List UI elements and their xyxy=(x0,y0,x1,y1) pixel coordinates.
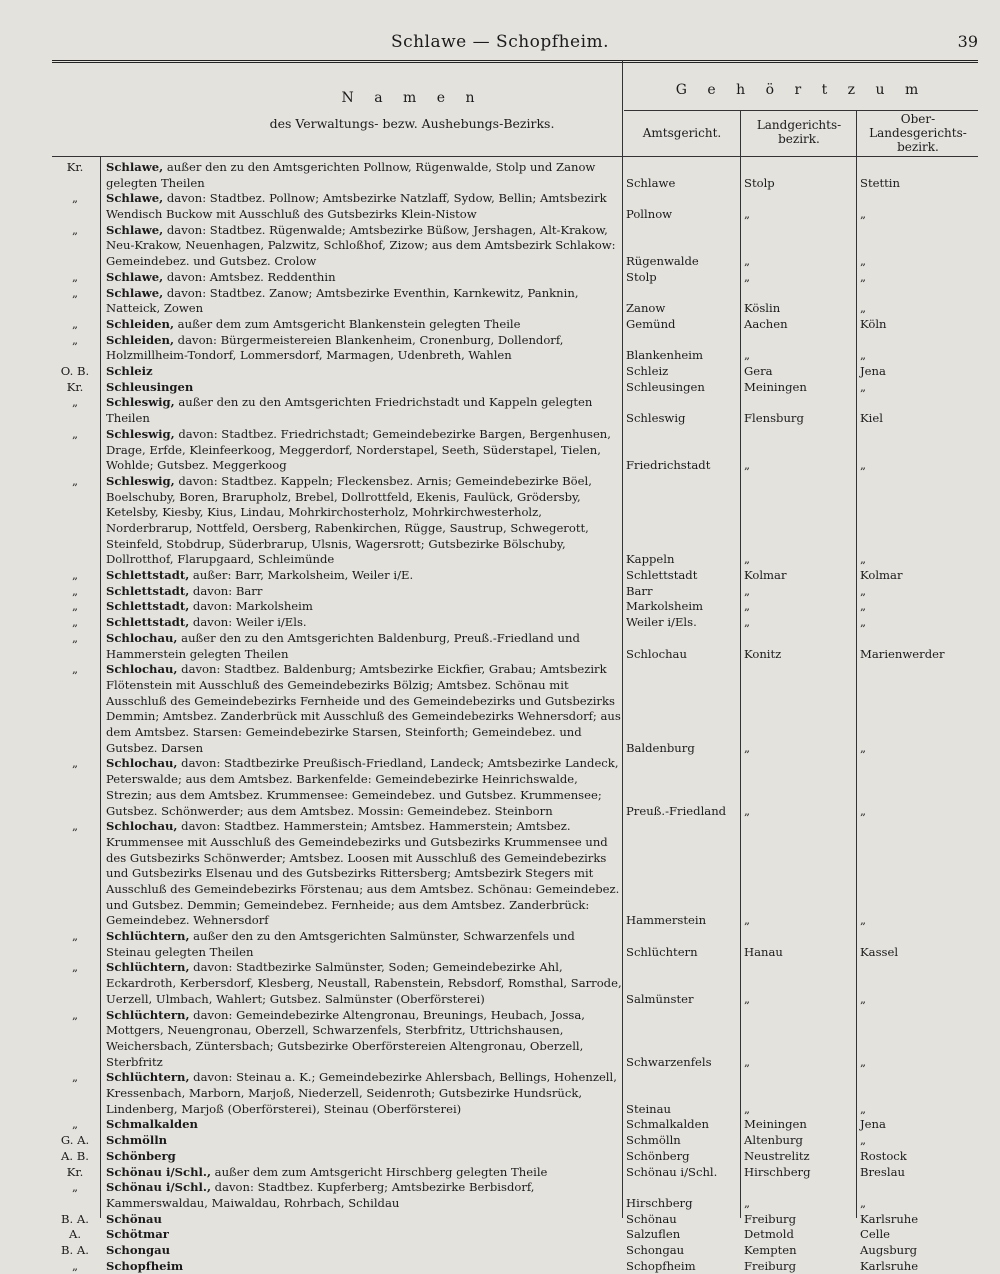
olg-cell: „ xyxy=(860,803,867,818)
district-name xyxy=(106,364,622,380)
district-name xyxy=(106,1243,622,1259)
district-name-detail: davon: Gemeindebezirke Altengronau, Breunings, Heubach, Jossa, Mottgers, Neuengronau, Oberzell, Schwarzenfels, Sterbfritz, Uttrichshausen, Weichersbach, Züntersbach; Gutsbezirke Oberförstereien Altengronau, Oberzell, Sterbfritz xyxy=(106,1007,585,1069)
olg-cell: „ xyxy=(860,599,867,614)
district-type: B. A. xyxy=(61,1242,89,1257)
district-name-main: Schlochau, xyxy=(106,819,178,834)
district-name-detail: davon: Steinau a. K.; Gemeindebezirke Ahlersbach, Bellings, Hohenzell, Kressenbach, Marborn, Marjoß, Niederzell, Seidenroth; Gutsbezirke Hundsrück, Lindenberg, Marjoß (Oberförsterei), Steinau (Oberförsterei) xyxy=(106,1070,617,1116)
district-type: Kr. xyxy=(66,160,84,174)
table-row xyxy=(52,395,978,426)
district-name-detail: davon: Amtsbez. Reddenthin xyxy=(163,269,336,284)
district-name-main: Schlüchtern, xyxy=(106,929,190,944)
page-number: 39 xyxy=(957,32,978,51)
district-name-main: Schlettstadt, xyxy=(106,599,190,614)
landgericht-cell: Flensburg xyxy=(744,411,804,426)
district-type: „ xyxy=(71,1258,78,1273)
table-row xyxy=(52,568,978,584)
landgericht-cell: Köslin xyxy=(744,301,781,316)
district-name-detail: außer den zu den Amtsgerichten Baldenburg, Preuß.-Friedland und Hammerstein gelegten Theilen xyxy=(106,630,580,661)
amtsgericht-cell: Schwarzenfels xyxy=(626,1054,712,1069)
olg-cell: „ xyxy=(860,1195,867,1210)
district-name-detail: davon: Stadtbez. Kupferberg; Amtsbezirke Berbisdorf, Kammerswaldau, Maiwaldau, Rohrbach, Schildau xyxy=(106,1180,535,1210)
district-name-main: Schleiz xyxy=(106,364,153,379)
district-name-main: Schötmar xyxy=(106,1227,169,1242)
table-row xyxy=(52,584,978,600)
table-row xyxy=(52,223,978,270)
amtsgericht-cell: Barr xyxy=(626,583,653,598)
district-name-detail: davon: Stadtbez. Friedrichstadt; Gemeindebezirke Bargen, Bergenhusen, Drage, Erfde, Kleinfeerkoog, Meggerdorf, Norderstapel, Seeth, Süderstapel, Tielen, Wohlde; Gutsbez. Meggerkoog xyxy=(106,426,611,473)
olg-cell: „ xyxy=(860,379,867,394)
landgericht-cell: Neustrelitz xyxy=(744,1148,810,1163)
district-type: „ xyxy=(71,285,78,300)
district-type: „ xyxy=(71,568,78,583)
district-name-main: Schlawe, xyxy=(106,285,164,300)
table-row xyxy=(52,1117,978,1133)
table-row xyxy=(52,1180,978,1211)
district-name xyxy=(106,584,622,600)
amtsgericht-cell: Schopfheim xyxy=(626,1258,696,1273)
district-name xyxy=(106,960,622,1007)
table-row xyxy=(52,1008,978,1071)
table-row xyxy=(52,1243,978,1259)
district-name xyxy=(106,1227,622,1243)
table-row xyxy=(52,929,978,960)
district-name-main: Schlettstadt, xyxy=(106,583,190,598)
table-row xyxy=(52,270,978,286)
district-name-detail: davon: Bürgermeistereien Blankenheim, Cronenburg, Dollendorf, Holzmillheim-Tondorf, Lommersdorf, Marmagen, Udenbreth, Wahlen xyxy=(106,332,564,363)
amtsgericht-cell: Schlochau xyxy=(626,646,687,661)
amtsgericht-cell: Salmünster xyxy=(626,991,694,1006)
landgericht-cell: „ xyxy=(744,599,751,614)
table-row xyxy=(52,662,978,756)
district-name-detail: davon: Barr xyxy=(189,583,263,598)
district-name-main: Schlawe, xyxy=(106,160,164,174)
district-type: „ xyxy=(71,269,78,284)
district-name-main: Schlüchtern, xyxy=(106,1007,190,1022)
district-name xyxy=(106,1133,622,1149)
district-type: „ xyxy=(71,473,78,488)
district-name-detail: davon: Stadtbez. Baldenburg; Amtsbezirke Eickfier, Grabau; Amtsbezirk Flötenstein mit Ausschluß des Gemeindebezirks Bölzig; Amtsbez. Schönau mit Ausschluß des Gemeindebezirks Fernheide und des Gemeindebezirks und Gutsbezirks Demmin; Amtsbez. Zanderbrück mit Ausschluß des Gemeindebezirks Wehnersdorf; aus dem Amtsbez. Starsen: Gemeindebezirke Starsen, Steinforth; Gemeindebez. und Gutsbez. Darsen xyxy=(106,662,621,755)
olg-cell: Kassel xyxy=(860,944,899,959)
olg-cell: „ xyxy=(860,583,867,598)
running-title: Schlawe — Schopfheim. xyxy=(390,32,610,52)
district-name-main: Schlüchtern, xyxy=(106,960,190,975)
amtsgericht-cell: Rügenwalde xyxy=(626,254,699,269)
olg-cell: „ xyxy=(860,1101,867,1116)
district-name-main: Schmölln xyxy=(106,1133,168,1148)
district-name xyxy=(106,333,622,364)
amtsgericht-cell: Preuß.-Friedland xyxy=(626,803,727,818)
district-name-main: Schlettstadt, xyxy=(106,615,190,630)
landgericht-cell: „ xyxy=(744,458,751,473)
landgericht-cell: Altenburg xyxy=(744,1133,803,1148)
amtsgericht-cell: Schönau xyxy=(626,1211,677,1226)
district-name-main: Schopfheim xyxy=(106,1258,184,1273)
district-type: „ xyxy=(71,1180,78,1195)
district-name-main: Schönau i/Schl., xyxy=(106,1180,211,1195)
district-name xyxy=(106,631,622,662)
district-name-main: Schleiden, xyxy=(106,332,174,347)
table-row xyxy=(52,427,978,474)
district-name xyxy=(106,568,622,584)
landgericht-cell: „ xyxy=(744,552,751,567)
table-row xyxy=(52,1165,978,1181)
district-type: O. B. xyxy=(60,364,90,379)
district-name-main: Schlawe, xyxy=(106,191,164,206)
district-type: „ xyxy=(71,599,78,614)
landgericht-heading: Landgerichts-bezirk. xyxy=(756,118,842,146)
amtsgericht-cell: Gemünd xyxy=(626,316,676,331)
amtsgericht-cell: Stolp xyxy=(626,269,657,284)
table-row xyxy=(52,615,978,631)
district-name-main: Schmalkalden xyxy=(106,1117,198,1132)
olg-cell: Kiel xyxy=(860,411,883,426)
landgericht-cell: „ xyxy=(744,254,751,269)
amtsgericht-cell: Hammerstein xyxy=(626,913,707,928)
landgericht-cell: „ xyxy=(744,1054,751,1069)
district-name-main: Schleswig, xyxy=(106,473,175,488)
amtsgericht-cell: Steinau xyxy=(626,1101,672,1116)
district-name xyxy=(106,1117,622,1133)
table-row xyxy=(52,474,978,568)
header-rule xyxy=(52,156,978,157)
district-name xyxy=(106,662,622,756)
amtsgericht-cell: Schleusingen xyxy=(626,379,705,394)
district-name xyxy=(106,270,622,286)
page-header xyxy=(0,30,1000,58)
amtsgericht-cell: Schleswig xyxy=(626,411,686,426)
district-type: „ xyxy=(71,191,78,206)
landgericht-cell: Meiningen xyxy=(744,1117,807,1132)
olg-cell: „ xyxy=(860,615,867,630)
belongs-to-heading: G e h ö r t z u m xyxy=(675,82,927,98)
district-type: „ xyxy=(71,630,78,645)
district-name-main: Schlochau, xyxy=(106,630,178,645)
amtsgericht-cell: Schmalkalden xyxy=(626,1117,709,1132)
table-row xyxy=(52,333,978,364)
table-row xyxy=(52,756,978,819)
landgericht-cell: „ xyxy=(744,207,751,222)
table-row xyxy=(52,286,978,317)
district-name-main: Schönau i/Schl., xyxy=(106,1164,211,1179)
amtsgericht-cell: Schönberg xyxy=(626,1148,690,1163)
table-row xyxy=(52,819,978,929)
top-rule xyxy=(52,60,978,63)
landgericht-cell: Freiburg xyxy=(744,1211,797,1226)
district-type: „ xyxy=(71,332,78,347)
district-type: „ xyxy=(71,1117,78,1132)
olg-cell: „ xyxy=(860,458,867,473)
table-row xyxy=(52,1227,978,1243)
amtsgericht-cell: Schlettstadt xyxy=(626,568,698,583)
landgericht-cell: Freiburg xyxy=(744,1258,797,1273)
district-name xyxy=(106,191,622,222)
olg-cell: Stettin xyxy=(860,175,900,190)
amtsgericht-cell: Schönau i/Schl. xyxy=(626,1164,718,1179)
olg-cell: Breslau xyxy=(860,1164,905,1179)
olg-cell: Augsburg xyxy=(860,1242,918,1257)
district-name-detail: außer: Barr, Markolsheim, Weiler i/E. xyxy=(189,568,414,583)
amtsgericht-cell: Zanow xyxy=(626,301,666,316)
district-name-detail: davon: Stadtbez. Pollnow; Amtsbezirke Natzlaff, Sydow, Bellin; Amtsbezirk Wendisch Buckow mit Ausschluß des Gutsbezirks Klein-Nistow xyxy=(106,191,607,222)
district-name-detail: außer den zu den Amtsgerichten Friedrichstadt und Kappeln gelegten Theilen xyxy=(106,395,593,426)
landgericht-cell: „ xyxy=(744,269,751,284)
amtsgericht-cell: Schleiz xyxy=(626,364,669,379)
district-name xyxy=(106,1070,622,1117)
olg-cell: „ xyxy=(860,348,867,363)
district-name-detail: davon: Weiler i/Els. xyxy=(189,615,307,630)
district-name-detail: davon: Stadtbez. Kappeln; Fleckensbez. Arnis; Gemeindebezirke Böel, Boelschuby, Boren, Brarupholz, Brebel, Dollrottfeld, Ekenis, Faulück, Grödersby, Ketelsby, Kiesby, Kius, Lindau, Mohrkirchosterholz, Mohrkirchwesterholz, Norderbrarup, Nottfeld, Oersberg, Rabenkirchen, Rügge, Saustrup, Schwegerott, Steinfeld, Stobdrup, Süderbrarup, Ulsnis, Wagersrott; Gutsbezirke Bölschuby, Dollrotthof, Flarupgaard, Schleimünde xyxy=(106,473,592,567)
olg-cell: Rostock xyxy=(860,1148,907,1163)
table-row xyxy=(52,631,978,662)
district-type: „ xyxy=(71,316,78,331)
district-name-detail: außer dem zum Amtsgericht Blankenstein gelegten Theile xyxy=(174,316,521,331)
district-type: Kr. xyxy=(66,379,84,394)
landgericht-cell: „ xyxy=(744,1101,751,1116)
amtsgericht-cell: Friedrichstadt xyxy=(626,458,711,473)
landgericht-cell: Hanau xyxy=(744,944,783,959)
olg-cell: Jena xyxy=(860,1117,886,1132)
landgericht-cell: Kempten xyxy=(744,1242,797,1257)
olg-cell: Karlsruhe xyxy=(860,1211,919,1226)
district-name-detail: davon: Markolsheim xyxy=(189,599,313,614)
landgericht-cell: „ xyxy=(744,583,751,598)
landgericht-cell: Detmold xyxy=(744,1227,794,1242)
district-name-main: Schlochau, xyxy=(106,756,178,771)
olg-cell: Karlsruhe xyxy=(860,1258,919,1273)
olg-cell: Jena xyxy=(860,364,886,379)
olg-cell: „ xyxy=(860,913,867,928)
table-row xyxy=(52,160,978,191)
table-row xyxy=(52,364,978,380)
landgericht-cell: Aachen xyxy=(744,316,788,331)
amtsgericht-heading: Amtsgericht. xyxy=(642,126,722,140)
district-name xyxy=(106,160,622,191)
amtsgericht-cell: Kappeln xyxy=(626,552,675,567)
table-row xyxy=(52,380,978,396)
district-name-main: Schleswig, xyxy=(106,426,175,441)
olg-cell: Celle xyxy=(860,1227,891,1242)
district-type: „ xyxy=(71,1007,78,1022)
district-name xyxy=(106,474,622,568)
olg-cell: Köln xyxy=(860,316,887,331)
district-name-main: Schlawe, xyxy=(106,269,164,284)
district-name-detail: außer den zu den Amtsgerichten Pollnow, Rügenwalde, Stolp und Zanow gelegten Theilen xyxy=(106,160,596,190)
table-row xyxy=(52,1149,978,1165)
district-name xyxy=(106,1212,622,1228)
district-type: „ xyxy=(71,583,78,598)
table-row xyxy=(52,1070,978,1117)
district-type: „ xyxy=(71,426,78,441)
olg-cell: Kolmar xyxy=(860,568,903,583)
district-name xyxy=(106,286,622,317)
district-name-detail: davon: Stadtbez. Zanow; Amtsbezirke Eventhin, Karnkewitz, Panknin, Natteick, Zowen xyxy=(106,285,579,316)
district-name-detail: davon: Stadtbezirke Preußisch-Friedland, Landeck; Amtsbezirke Landeck, Peterswalde; aus dem Amtsbez. Barkenfelde: Gemeindebezirke Heinrichswalde, Strezin; aus dem Amtsbez. Krummensee: Gemeindebez. und Gutsbez. Krummensee; Gutsbez. Schönwerder; aus dem Amtsbez. Mossin: Gemeindebez. Steinborn xyxy=(106,756,619,818)
olg-cell: Marienwerder xyxy=(860,646,945,661)
amtsgericht-cell: Blankenheim xyxy=(626,348,703,363)
district-name-main: Schlochau, xyxy=(106,662,178,677)
district-name xyxy=(106,929,622,960)
district-name-main: Schlawe, xyxy=(106,222,164,237)
district-type: G. A. xyxy=(60,1133,90,1148)
landgericht-cell: „ xyxy=(744,913,751,928)
names-column-title: N a m e n xyxy=(341,90,483,106)
amtsgericht-cell: Schlawe xyxy=(626,175,676,190)
district-name-detail: außer dem zum Amtsgericht Hirschberg gelegten Theile xyxy=(210,1164,548,1179)
names-column-subtitle: des Verwaltungs- bezw. Aushebungs-Bezirks. xyxy=(269,116,555,131)
landgericht-cell: Meiningen xyxy=(744,379,807,394)
district-name-detail: davon: Stadtbezirke Salmünster, Soden; Gemeindebezirke Ahl, Eckardroth, Kerbersdorf, Klesberg, Neustall, Rabenstein, Rebsdorf, Romsthal, Sarrode, Uerzell, Ulmbach, Wahlert; Gutsbez. Salmünster (Oberförsterei) xyxy=(106,960,622,1006)
district-name xyxy=(106,427,622,474)
amtsgericht-cell: Schongau xyxy=(626,1242,685,1257)
amtsgericht-cell: Markolsheim xyxy=(626,599,704,614)
district-type: Kr. xyxy=(66,1164,84,1179)
landgericht-cell: „ xyxy=(744,740,751,755)
district-name xyxy=(106,819,622,929)
olg-cell: „ xyxy=(860,1054,867,1069)
landgericht-cell: „ xyxy=(744,991,751,1006)
amtsgericht-cell: Baldenburg xyxy=(626,740,695,755)
district-type: „ xyxy=(71,662,78,677)
district-type: „ xyxy=(71,1070,78,1085)
table-row xyxy=(52,1212,978,1228)
landgericht-cell: Gera xyxy=(744,364,773,379)
district-name xyxy=(106,380,622,396)
landgericht-cell: Hirschberg xyxy=(744,1164,811,1179)
district-name-main: Schönau xyxy=(106,1211,162,1226)
landgericht-cell: „ xyxy=(744,348,751,363)
district-name xyxy=(106,317,622,333)
district-name-detail: außer den zu den Amtsgerichten Salmünster, Schwarzenfels und Steinau gelegten Theilen xyxy=(106,929,575,959)
district-type: B. A. xyxy=(61,1211,89,1226)
olg-heading: Ober-Landesgerichts-bezirk. xyxy=(869,112,967,154)
table-row xyxy=(52,960,978,1007)
table-row xyxy=(52,317,978,333)
landgericht-cell: „ xyxy=(744,615,751,630)
table-row xyxy=(52,191,978,222)
district-type: A. xyxy=(68,1227,82,1242)
register-rows xyxy=(52,160,978,1274)
district-name-detail: davon: Stadtbez. Hammerstein; Amtsbez. Hammerstein; Amtsbez. Krummensee mit Ausschluß des Gemeindebezirks und Gutsbezirks Krummensee und des Gutsbezirks Schönwerder; Amtsbez. Loosen mit Ausschluß des Gemeindebezirks und Gutsbezirks Elsenau und des Gutsbezirks Rittersberg; Amtsbezirk Stegers mit Ausschluß des Gemeindebezirks Förstenau; aus dem Amtsbez. Schönau: Gemeindebez. und Gutsbez. Demmin; Gemeindebez. Fernheide; aus dem Amtsbez. Zanderbrück: Gemeindebez. Wehnersdorf xyxy=(106,819,620,928)
district-name xyxy=(106,599,622,615)
district-name-main: Schleswig, xyxy=(106,395,175,410)
amtsgericht-cell: Weiler i/Els. xyxy=(626,615,697,630)
district-name xyxy=(106,1180,622,1211)
amtsgericht-cell: Schlüchtern xyxy=(626,944,698,959)
district-name xyxy=(106,1165,622,1181)
amtsgericht-cell: Schmölln xyxy=(626,1133,681,1148)
table-row xyxy=(52,1133,978,1149)
district-name xyxy=(106,615,622,631)
district-name xyxy=(106,1008,622,1071)
amtsgericht-cell: Salzuflen xyxy=(626,1227,681,1242)
district-name xyxy=(106,756,622,819)
district-type: „ xyxy=(71,615,78,630)
landgericht-cell: „ xyxy=(744,1195,751,1210)
district-name-main: Schongau xyxy=(106,1242,171,1257)
group-rule xyxy=(624,110,978,111)
olg-cell: „ xyxy=(860,269,867,284)
district-type: „ xyxy=(71,819,78,834)
olg-cell: „ xyxy=(860,552,867,567)
district-name xyxy=(106,223,622,270)
district-type: „ xyxy=(71,756,78,771)
district-name-main: Schönberg xyxy=(106,1148,176,1163)
landgericht-cell: „ xyxy=(744,803,751,818)
olg-cell: „ xyxy=(860,1133,867,1148)
table-row xyxy=(52,599,978,615)
district-type: A. B. xyxy=(61,1148,89,1163)
olg-cell: „ xyxy=(860,740,867,755)
olg-cell: „ xyxy=(860,207,867,222)
landgericht-cell: Kolmar xyxy=(744,568,787,583)
olg-cell: „ xyxy=(860,301,867,316)
landgericht-cell: Stolp xyxy=(744,175,775,190)
district-name xyxy=(106,1149,622,1165)
district-name-main: Schlüchtern, xyxy=(106,1070,190,1085)
amtsgericht-cell: Hirschberg xyxy=(626,1195,693,1210)
district-type: „ xyxy=(71,395,78,410)
district-type: „ xyxy=(71,960,78,975)
district-type: „ xyxy=(71,222,78,237)
olg-cell: „ xyxy=(860,254,867,269)
landgericht-cell: Konitz xyxy=(744,646,782,661)
district-name-main: Schleusingen xyxy=(106,379,194,394)
district-name xyxy=(106,395,622,426)
district-name-main: Schlettstadt, xyxy=(106,568,190,583)
olg-cell: „ xyxy=(860,991,867,1006)
district-type: „ xyxy=(71,929,78,944)
district-name-main: Schleiden, xyxy=(106,316,174,331)
district-name-detail: davon: Stadtbez. Rügenwalde; Amtsbezirke Büßow, Jershagen, Alt-Krakow, Neu-Krakow, Neuenhagen, Palzwitz, Schloßhof, Zizow; aus dem Amtsbezirk Schlakow: Gemeindebez. und Gutsbez. Crolow xyxy=(106,222,616,269)
amtsgericht-cell: Pollnow xyxy=(626,207,673,222)
